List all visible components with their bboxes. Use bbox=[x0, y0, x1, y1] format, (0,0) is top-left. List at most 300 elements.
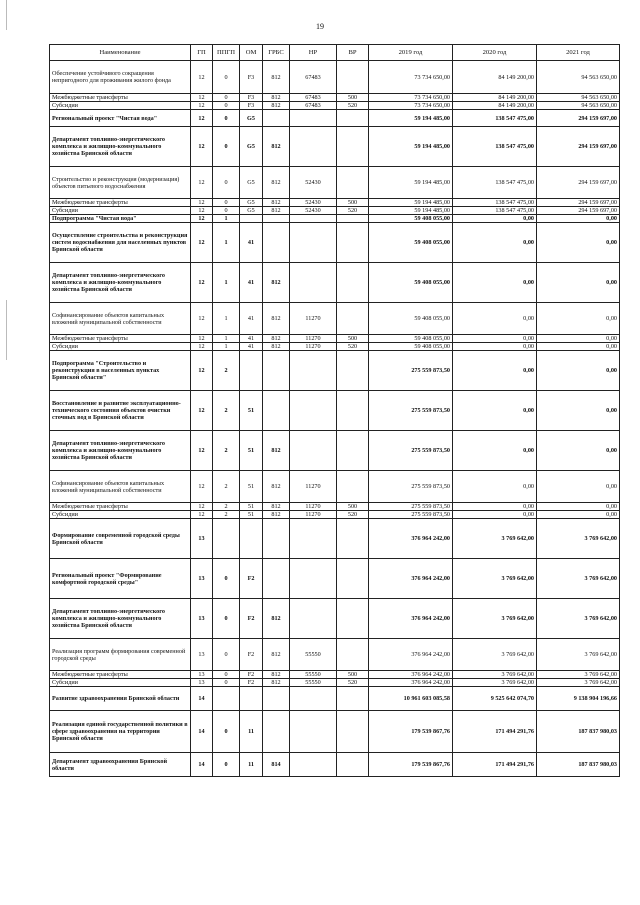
value-2019-cell: 376 964 242,00 bbox=[369, 671, 453, 679]
grbs-cell: 812 bbox=[263, 335, 290, 343]
om-cell bbox=[240, 687, 263, 711]
grbs-cell: 812 bbox=[263, 207, 290, 215]
ppgp-cell bbox=[213, 687, 240, 711]
value-2020-cell: 0,00 bbox=[453, 391, 537, 431]
name-cell: Субсидии bbox=[50, 679, 191, 687]
nr-cell bbox=[290, 351, 337, 391]
ppgp-cell: 2 bbox=[213, 471, 240, 503]
name-cell: Региональный проект "Чистая вода" bbox=[50, 110, 191, 127]
grbs-cell bbox=[263, 110, 290, 127]
name-cell: Реализация единой государственной политики в сфере здравоохранения на территории Брянской области bbox=[50, 711, 191, 753]
name-cell: Подпрограмма "Строительство и реконструкция в населенных пунктах Брянской области" bbox=[50, 351, 191, 391]
nr-cell bbox=[290, 753, 337, 777]
value-2020-cell: 0,00 bbox=[453, 343, 537, 351]
gp-cell: 12 bbox=[191, 391, 213, 431]
vr-cell bbox=[337, 223, 369, 263]
grbs-cell: 812 bbox=[263, 639, 290, 671]
col-header-om: ОМ bbox=[240, 45, 263, 61]
ppgp-cell: 2 bbox=[213, 351, 240, 391]
vr-cell: 500 bbox=[337, 335, 369, 343]
grbs-cell bbox=[263, 223, 290, 263]
gp-cell: 12 bbox=[191, 207, 213, 215]
grbs-cell: 812 bbox=[263, 511, 290, 519]
om-cell: G5 bbox=[240, 167, 263, 199]
vr-cell: 520 bbox=[337, 511, 369, 519]
table-row bbox=[50, 711, 620, 753]
table-row bbox=[50, 519, 620, 559]
gp-cell: 12 bbox=[191, 335, 213, 343]
grbs-cell: 812 bbox=[263, 431, 290, 471]
nr-cell bbox=[290, 519, 337, 559]
ppgp-cell: 1 bbox=[213, 343, 240, 351]
grbs-cell: 812 bbox=[263, 671, 290, 679]
value-2021-cell: 3 769 642,00 bbox=[537, 599, 620, 639]
gp-cell: 13 bbox=[191, 559, 213, 599]
budget-table bbox=[49, 44, 620, 777]
om-cell bbox=[240, 215, 263, 223]
value-2021-cell: 3 769 642,00 bbox=[537, 671, 620, 679]
om-cell: 11 bbox=[240, 711, 263, 753]
ppgp-cell: 0 bbox=[213, 94, 240, 102]
grbs-cell bbox=[263, 351, 290, 391]
gp-cell: 12 bbox=[191, 102, 213, 110]
name-cell: Региональный проект "Формирование комфортной городской среды" bbox=[50, 559, 191, 599]
name-cell: Субсидии bbox=[50, 102, 191, 110]
name-cell: Развитие здравоохранения Брянской области bbox=[50, 687, 191, 711]
gp-cell: 14 bbox=[191, 753, 213, 777]
gp-cell: 12 bbox=[191, 110, 213, 127]
value-2020-cell: 138 547 475,00 bbox=[453, 110, 537, 127]
value-2019-cell: 376 964 242,00 bbox=[369, 559, 453, 599]
nr-cell: 55550 bbox=[290, 679, 337, 687]
table-row bbox=[50, 110, 620, 127]
value-2019-cell: 10 961 603 085,58 bbox=[369, 687, 453, 711]
nr-cell bbox=[290, 559, 337, 599]
value-2021-cell: 9 138 904 196,66 bbox=[537, 687, 620, 711]
gp-cell: 12 bbox=[191, 127, 213, 167]
nr-cell bbox=[290, 431, 337, 471]
ppgp-cell: 0 bbox=[213, 102, 240, 110]
om-cell: F2 bbox=[240, 679, 263, 687]
value-2019-cell: 59 408 055,00 bbox=[369, 263, 453, 303]
value-2020-cell: 3 769 642,00 bbox=[453, 671, 537, 679]
table-row bbox=[50, 503, 620, 511]
om-cell: 51 bbox=[240, 511, 263, 519]
gp-cell: 12 bbox=[191, 511, 213, 519]
gp-cell: 12 bbox=[191, 351, 213, 391]
value-2021-cell: 0,00 bbox=[537, 223, 620, 263]
ppgp-cell: 1 bbox=[213, 223, 240, 263]
value-2020-cell: 171 494 291,76 bbox=[453, 711, 537, 753]
value-2020-cell: 0,00 bbox=[453, 351, 537, 391]
table-row bbox=[50, 559, 620, 599]
value-2021-cell: 3 769 642,00 bbox=[537, 679, 620, 687]
vr-cell: 500 bbox=[337, 199, 369, 207]
grbs-cell: 812 bbox=[263, 61, 290, 94]
grbs-cell: 812 bbox=[263, 199, 290, 207]
name-cell: Департамент здравоохранения Брянской области bbox=[50, 753, 191, 777]
om-cell: G5 bbox=[240, 199, 263, 207]
name-cell: Подпрограмма "Чистая вода" bbox=[50, 215, 191, 223]
value-2020-cell: 138 547 475,00 bbox=[453, 199, 537, 207]
col-header-nr: НР bbox=[290, 45, 337, 61]
nr-cell: 67483 bbox=[290, 61, 337, 94]
om-cell: 11 bbox=[240, 753, 263, 777]
nr-cell bbox=[290, 223, 337, 263]
value-2020-cell: 0,00 bbox=[453, 263, 537, 303]
col-header-ppgp: ППГП bbox=[213, 45, 240, 61]
vr-cell bbox=[337, 263, 369, 303]
ppgp-cell: 0 bbox=[213, 199, 240, 207]
value-2020-cell: 138 547 475,00 bbox=[453, 207, 537, 215]
grbs-cell: 814 bbox=[263, 753, 290, 777]
value-2021-cell: 294 159 697,00 bbox=[537, 127, 620, 167]
om-cell bbox=[240, 519, 263, 559]
table-row bbox=[50, 679, 620, 687]
vr-cell bbox=[337, 599, 369, 639]
grbs-cell bbox=[263, 215, 290, 223]
om-cell: F2 bbox=[240, 599, 263, 639]
value-2019-cell: 275 559 873,50 bbox=[369, 511, 453, 519]
gp-cell: 12 bbox=[191, 223, 213, 263]
value-2020-cell: 84 149 200,00 bbox=[453, 94, 537, 102]
name-cell: Межбюджетные трансферты bbox=[50, 503, 191, 511]
ppgp-cell: 0 bbox=[213, 127, 240, 167]
ppgp-cell: 0 bbox=[213, 559, 240, 599]
nr-cell bbox=[290, 599, 337, 639]
value-2020-cell: 3 769 642,00 bbox=[453, 679, 537, 687]
table-row bbox=[50, 263, 620, 303]
value-2020-cell: 3 769 642,00 bbox=[453, 519, 537, 559]
value-2019-cell: 59 408 055,00 bbox=[369, 303, 453, 335]
value-2019-cell: 179 539 867,76 bbox=[369, 711, 453, 753]
om-cell: 41 bbox=[240, 223, 263, 263]
table-row bbox=[50, 687, 620, 711]
vr-cell bbox=[337, 519, 369, 559]
name-cell: Обеспечение устойчивого сокращения непригодного для проживания жилого фонда bbox=[50, 61, 191, 94]
vr-cell bbox=[337, 559, 369, 599]
value-2020-cell: 84 149 200,00 bbox=[453, 102, 537, 110]
om-cell: F2 bbox=[240, 639, 263, 671]
gp-cell: 12 bbox=[191, 343, 213, 351]
name-cell: Строительство и реконструкция (модернизация) объектов питьевого водоснабжения bbox=[50, 167, 191, 199]
value-2019-cell: 59 194 485,00 bbox=[369, 207, 453, 215]
nr-cell: 55550 bbox=[290, 671, 337, 679]
nr-cell: 11270 bbox=[290, 303, 337, 335]
value-2019-cell: 59 408 055,00 bbox=[369, 343, 453, 351]
grbs-cell: 812 bbox=[263, 679, 290, 687]
value-2021-cell: 187 837 980,03 bbox=[537, 753, 620, 777]
ppgp-cell: 1 bbox=[213, 263, 240, 303]
table-row bbox=[50, 753, 620, 777]
vr-cell bbox=[337, 639, 369, 671]
ppgp-cell: 2 bbox=[213, 431, 240, 471]
vr-cell: 500 bbox=[337, 503, 369, 511]
nr-cell bbox=[290, 110, 337, 127]
value-2020-cell: 171 494 291,76 bbox=[453, 753, 537, 777]
nr-cell: 11270 bbox=[290, 343, 337, 351]
vr-cell: 520 bbox=[337, 679, 369, 687]
vr-cell bbox=[337, 753, 369, 777]
value-2020-cell: 0,00 bbox=[453, 511, 537, 519]
om-cell: G5 bbox=[240, 127, 263, 167]
gp-cell: 14 bbox=[191, 711, 213, 753]
ppgp-cell: 0 bbox=[213, 207, 240, 215]
value-2020-cell: 3 769 642,00 bbox=[453, 599, 537, 639]
name-cell: Субсидии bbox=[50, 511, 191, 519]
name-cell: Субсидии bbox=[50, 343, 191, 351]
page-number: 19 bbox=[316, 22, 324, 31]
name-cell: Восстановление и развитие эксплуатационно-технического состояния объектов очистки сточных вод в Брянской области bbox=[50, 391, 191, 431]
table-row bbox=[50, 351, 620, 391]
value-2021-cell: 0,00 bbox=[537, 215, 620, 223]
scan-edge-mark bbox=[6, 300, 7, 360]
nr-cell: 11270 bbox=[290, 511, 337, 519]
om-cell: 51 bbox=[240, 431, 263, 471]
vr-cell: 520 bbox=[337, 343, 369, 351]
gp-cell: 12 bbox=[191, 94, 213, 102]
ppgp-cell: 0 bbox=[213, 61, 240, 94]
ppgp-cell: 0 bbox=[213, 753, 240, 777]
vr-cell: 500 bbox=[337, 94, 369, 102]
table-row bbox=[50, 599, 620, 639]
table-row bbox=[50, 215, 620, 223]
value-2019-cell: 73 734 650,00 bbox=[369, 61, 453, 94]
vr-cell bbox=[337, 351, 369, 391]
value-2019-cell: 59 194 485,00 bbox=[369, 199, 453, 207]
nr-cell: 52430 bbox=[290, 207, 337, 215]
name-cell: Софинансирование объектов капитальных вложений муниципальной собственности bbox=[50, 303, 191, 335]
value-2020-cell: 3 769 642,00 bbox=[453, 559, 537, 599]
grbs-cell bbox=[263, 687, 290, 711]
grbs-cell: 812 bbox=[263, 263, 290, 303]
col-header-2021: 2021 год bbox=[537, 45, 620, 61]
table-row bbox=[50, 639, 620, 671]
ppgp-cell: 0 bbox=[213, 167, 240, 199]
value-2021-cell: 3 769 642,00 bbox=[537, 559, 620, 599]
table-row bbox=[50, 199, 620, 207]
grbs-cell: 812 bbox=[263, 102, 290, 110]
name-cell: Осуществление строительства и реконструкция систем водоснабжения для населенных пунктов Брянской области bbox=[50, 223, 191, 263]
value-2021-cell: 294 159 697,00 bbox=[537, 199, 620, 207]
grbs-cell: 812 bbox=[263, 94, 290, 102]
value-2020-cell: 0,00 bbox=[453, 431, 537, 471]
name-cell: Формирование современной городской среды Брянской области bbox=[50, 519, 191, 559]
col-header-grbs: ГРБС bbox=[263, 45, 290, 61]
om-cell: 41 bbox=[240, 303, 263, 335]
value-2020-cell: 0,00 bbox=[453, 223, 537, 263]
ppgp-cell bbox=[213, 519, 240, 559]
om-cell: F2 bbox=[240, 671, 263, 679]
value-2019-cell: 376 964 242,00 bbox=[369, 519, 453, 559]
value-2021-cell: 0,00 bbox=[537, 343, 620, 351]
value-2020-cell: 9 525 642 074,70 bbox=[453, 687, 537, 711]
value-2019-cell: 73 734 650,00 bbox=[369, 102, 453, 110]
col-header-vr: ВР bbox=[337, 45, 369, 61]
vr-cell bbox=[337, 391, 369, 431]
vr-cell bbox=[337, 215, 369, 223]
value-2019-cell: 376 964 242,00 bbox=[369, 679, 453, 687]
name-cell: Софинансирование объектов капитальных вложений муниципальной собственности bbox=[50, 471, 191, 503]
gp-cell: 13 bbox=[191, 519, 213, 559]
vr-cell bbox=[337, 687, 369, 711]
table-row bbox=[50, 671, 620, 679]
value-2020-cell: 84 149 200,00 bbox=[453, 61, 537, 94]
table-row bbox=[50, 127, 620, 167]
ppgp-cell: 1 bbox=[213, 303, 240, 335]
nr-cell: 52430 bbox=[290, 199, 337, 207]
grbs-cell: 812 bbox=[263, 599, 290, 639]
col-header-name: Наименование bbox=[50, 45, 191, 61]
vr-cell: 520 bbox=[337, 102, 369, 110]
name-cell: Межбюджетные трансферты bbox=[50, 94, 191, 102]
ppgp-cell: 0 bbox=[213, 671, 240, 679]
value-2021-cell: 0,00 bbox=[537, 431, 620, 471]
om-cell: 41 bbox=[240, 335, 263, 343]
nr-cell bbox=[290, 687, 337, 711]
nr-cell bbox=[290, 215, 337, 223]
nr-cell: 67483 bbox=[290, 102, 337, 110]
ppgp-cell: 2 bbox=[213, 511, 240, 519]
grbs-cell bbox=[263, 711, 290, 753]
value-2020-cell: 0,00 bbox=[453, 503, 537, 511]
grbs-cell bbox=[263, 559, 290, 599]
gp-cell: 12 bbox=[191, 215, 213, 223]
om-cell: F3 bbox=[240, 94, 263, 102]
ppgp-cell: 1 bbox=[213, 335, 240, 343]
value-2019-cell: 376 964 242,00 bbox=[369, 599, 453, 639]
value-2019-cell: 59 408 055,00 bbox=[369, 223, 453, 263]
value-2019-cell: 275 559 873,50 bbox=[369, 471, 453, 503]
gp-cell: 12 bbox=[191, 471, 213, 503]
value-2020-cell: 138 547 475,00 bbox=[453, 167, 537, 199]
grbs-cell bbox=[263, 519, 290, 559]
grbs-cell: 812 bbox=[263, 343, 290, 351]
om-cell: G5 bbox=[240, 207, 263, 215]
value-2021-cell: 294 159 697,00 bbox=[537, 110, 620, 127]
gp-cell: 12 bbox=[191, 431, 213, 471]
gp-cell: 13 bbox=[191, 671, 213, 679]
table-row bbox=[50, 61, 620, 94]
nr-cell: 55550 bbox=[290, 639, 337, 671]
nr-cell bbox=[290, 391, 337, 431]
value-2021-cell: 294 159 697,00 bbox=[537, 167, 620, 199]
header-row bbox=[50, 45, 620, 61]
grbs-cell bbox=[263, 391, 290, 431]
value-2019-cell: 59 408 055,00 bbox=[369, 335, 453, 343]
name-cell: Субсидии bbox=[50, 207, 191, 215]
vr-cell: 520 bbox=[337, 207, 369, 215]
value-2021-cell: 0,00 bbox=[537, 351, 620, 391]
name-cell: Межбюджетные трансферты bbox=[50, 335, 191, 343]
value-2019-cell: 376 964 242,00 bbox=[369, 639, 453, 671]
nr-cell bbox=[290, 711, 337, 753]
value-2019-cell: 179 539 867,76 bbox=[369, 753, 453, 777]
ppgp-cell: 0 bbox=[213, 639, 240, 671]
ppgp-cell: 0 bbox=[213, 711, 240, 753]
name-cell: Реализация программ формирования современной городской среды bbox=[50, 639, 191, 671]
om-cell: 51 bbox=[240, 391, 263, 431]
gp-cell: 13 bbox=[191, 639, 213, 671]
value-2019-cell: 275 559 873,50 bbox=[369, 503, 453, 511]
om-cell bbox=[240, 351, 263, 391]
name-cell: Департамент топливно-энергетического комплекса и жилищно-коммунального хозяйства Брянской области bbox=[50, 263, 191, 303]
table-row bbox=[50, 511, 620, 519]
value-2021-cell: 187 837 980,03 bbox=[537, 711, 620, 753]
col-header-2020: 2020 год bbox=[453, 45, 537, 61]
nr-cell: 11270 bbox=[290, 335, 337, 343]
value-2021-cell: 0,00 bbox=[537, 335, 620, 343]
vr-cell bbox=[337, 431, 369, 471]
grbs-cell: 812 bbox=[263, 503, 290, 511]
gp-cell: 12 bbox=[191, 199, 213, 207]
table-row bbox=[50, 223, 620, 263]
nr-cell bbox=[290, 127, 337, 167]
ppgp-cell: 2 bbox=[213, 503, 240, 511]
value-2019-cell: 275 559 873,50 bbox=[369, 391, 453, 431]
table-row bbox=[50, 102, 620, 110]
value-2019-cell: 59 194 485,00 bbox=[369, 127, 453, 167]
value-2020-cell: 138 547 475,00 bbox=[453, 127, 537, 167]
nr-cell: 11270 bbox=[290, 471, 337, 503]
vr-cell bbox=[337, 61, 369, 94]
table-row bbox=[50, 167, 620, 199]
gp-cell: 13 bbox=[191, 679, 213, 687]
vr-cell bbox=[337, 127, 369, 167]
nr-cell: 67483 bbox=[290, 94, 337, 102]
table-row bbox=[50, 431, 620, 471]
om-cell: 41 bbox=[240, 263, 263, 303]
value-2019-cell: 275 559 873,50 bbox=[369, 431, 453, 471]
grbs-cell: 812 bbox=[263, 167, 290, 199]
om-cell: 41 bbox=[240, 343, 263, 351]
name-cell: Департамент топливно-энергетического комплекса и жилищно-коммунального хозяйства Брянской области bbox=[50, 127, 191, 167]
value-2021-cell: 0,00 bbox=[537, 511, 620, 519]
om-cell: F3 bbox=[240, 61, 263, 94]
name-cell: Межбюджетные трансферты bbox=[50, 199, 191, 207]
vr-cell bbox=[337, 110, 369, 127]
name-cell: Департамент топливно-энергетического комплекса и жилищно-коммунального хозяйства Брянской области bbox=[50, 599, 191, 639]
ppgp-cell: 2 bbox=[213, 391, 240, 431]
vr-cell bbox=[337, 711, 369, 753]
value-2021-cell: 0,00 bbox=[537, 391, 620, 431]
value-2019-cell: 59 194 485,00 bbox=[369, 110, 453, 127]
gp-cell: 13 bbox=[191, 599, 213, 639]
table-row bbox=[50, 391, 620, 431]
nr-cell: 52430 bbox=[290, 167, 337, 199]
value-2021-cell: 94 563 650,00 bbox=[537, 102, 620, 110]
value-2021-cell: 3 769 642,00 bbox=[537, 519, 620, 559]
value-2019-cell: 73 734 650,00 bbox=[369, 94, 453, 102]
vr-cell: 500 bbox=[337, 671, 369, 679]
value-2021-cell: 0,00 bbox=[537, 503, 620, 511]
value-2021-cell: 294 159 697,00 bbox=[537, 207, 620, 215]
gp-cell: 12 bbox=[191, 503, 213, 511]
value-2021-cell: 0,00 bbox=[537, 471, 620, 503]
om-cell: 51 bbox=[240, 471, 263, 503]
value-2021-cell: 0,00 bbox=[537, 263, 620, 303]
col-header-gp: ГП bbox=[191, 45, 213, 61]
value-2019-cell: 275 559 873,50 bbox=[369, 351, 453, 391]
name-cell: Межбюджетные трансферты bbox=[50, 671, 191, 679]
gp-cell: 12 bbox=[191, 61, 213, 94]
gp-cell: 14 bbox=[191, 687, 213, 711]
om-cell: G5 bbox=[240, 110, 263, 127]
col-header-2019: 2019 год bbox=[369, 45, 453, 61]
om-cell: 51 bbox=[240, 503, 263, 511]
vr-cell bbox=[337, 303, 369, 335]
om-cell: F2 bbox=[240, 559, 263, 599]
